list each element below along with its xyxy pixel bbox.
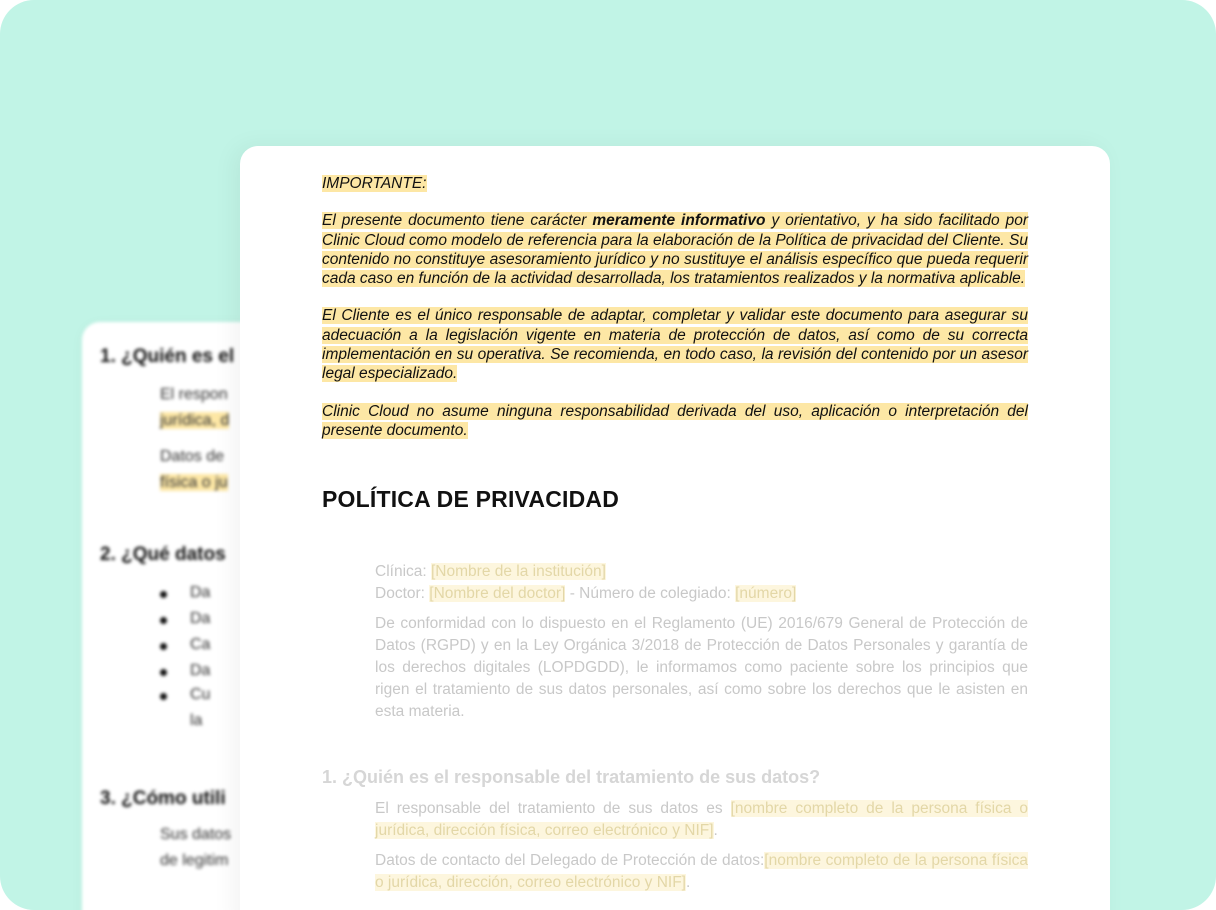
- emphasis-text: meramente informativo: [592, 212, 766, 230]
- front-document-page: [240, 146, 1110, 910]
- back-text-line: de legitim: [160, 852, 229, 869]
- notice-paragraph-3: Clinic Cloud no asume ninguna responsabilidad derivada del uso, aplicación o interpretación del presente documento.: [322, 402, 1028, 439]
- back-text-line: El respon: [160, 386, 228, 403]
- faded-document-body: [322, 561, 1028, 894]
- colegiado-placeholder: [número]: [735, 585, 797, 603]
- document-content: [322, 174, 1028, 902]
- notice-paragraph-1: El presente documento tiene carácter meramente informativo y orientativo, y ha sido facilitado por Clinic Cloud como modelo de referencia para la elaboración de la Política de privacidad del Cliente. Su contenido no constituye asesoramiento jurídico y no sustituye el análisis específico que pueda requerir cada caso en función de la actividad desarrollada, los tratamientos realizados y la normativa aplicable.: [322, 212, 1028, 288]
- back-list-item: Cu: [190, 686, 211, 703]
- back-list-item: Ca: [190, 636, 211, 653]
- notice-paragraph-2: El Cliente es el único responsable de adaptar, completar y validar este documento para asegurar su adecuación a la legislación vigente en materia de protección de datos, así como de su correcta implementación en su operativa. Se recomienda, en todo caso, la revisión del contenido por un asesor legal especializado.: [322, 307, 1028, 383]
- section-1-paragraph-2: Datos de contacto del Delegado de Protección de datos:[nombre completo de la persona física o jurídica, dirección, correo electrónico y NIF].: [375, 852, 1029, 892]
- intro-paragraph: De conformidad con lo dispuesto en el Reglamento (UE) 2016/679 General de Protección de Datos (RGPD) y en la Ley Orgánica 3/2018 de Protección de Datos Personales y garantía de los derechos digitales (LOPDGDD), le informamos como paciente sobre los principios que rigen el tratamiento de sus datos personales, así como sobre los derechos que le asisten en esta materia.: [375, 615, 1028, 721]
- back-list-item-continuation: la: [190, 712, 203, 729]
- section-1-heading: 1. ¿Quién es el responsable del tratamiento de sus datos?: [322, 767, 821, 788]
- clinic-info: [375, 561, 1028, 723]
- back-list-item: Da: [190, 584, 211, 601]
- back-list-item: Da: [190, 662, 211, 679]
- clinic-placeholder: [Nombre de la institución]: [431, 563, 606, 581]
- back-text-line: Sus datos: [160, 826, 232, 843]
- clinic-line: Clínica: [Nombre de la institución]: [375, 563, 606, 581]
- notice-label: IMPORTANTE:: [322, 175, 427, 192]
- back-section-heading-3: 3. ¿Cómo utili: [100, 788, 226, 809]
- back-section-heading-1: 1. ¿Quién es el: [100, 346, 235, 367]
- section-1-body: [375, 798, 1028, 894]
- section-1-paragraph-1: El responsable del tratamiento de sus datos es [nombre completo de la persona física o jurídica, dirección física, correo electrónico y NIF].: [375, 800, 1028, 840]
- doctor-placeholder: [Nombre del doctor]: [429, 585, 566, 603]
- back-text-line: física o ju: [160, 474, 228, 491]
- back-text-line: Datos de: [160, 448, 225, 465]
- back-list-item: Da: [190, 610, 211, 627]
- document-title: POLÍTICA DE PRIVACIDAD: [322, 486, 620, 513]
- back-text-line: jurídica, d: [160, 412, 230, 429]
- back-section-heading-2: 2. ¿Qué datos: [100, 544, 226, 565]
- doctor-line: Doctor: [Nombre del doctor] - Número de colegiado: [número]: [375, 585, 797, 603]
